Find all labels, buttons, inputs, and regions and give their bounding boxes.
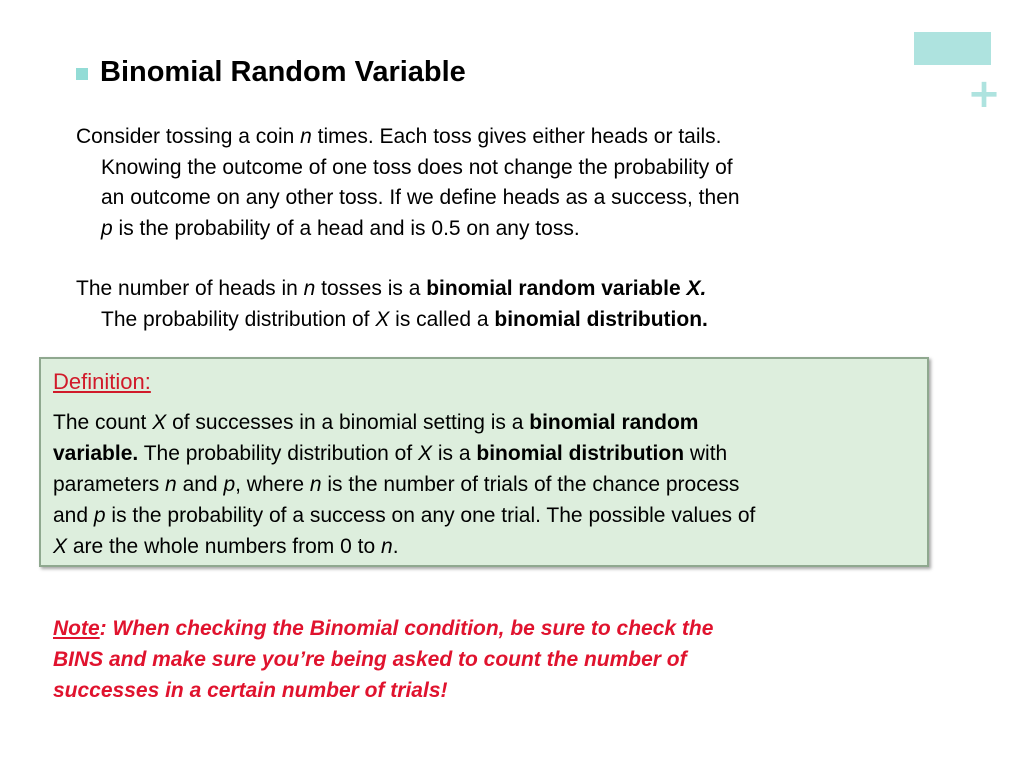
binomial-variable-paragraph <box>76 274 906 335</box>
intro-line-4: p is the probability of a head and is 0.5 on any toss. <box>101 216 580 240</box>
slide-heading <box>76 52 466 92</box>
definition-body <box>53 407 755 562</box>
intro-line-1: Consider tossing a coin n times. Each toss gives either heads or tails. <box>76 125 722 148</box>
definition-line-1: The count X of successes in a binomial setting is a binomial random <box>53 411 699 434</box>
binomial-line-1: The number of heads in n tosses is a binomial random variable X. <box>76 277 707 300</box>
binomial-line-2: The probability distribution of X is called a binomial distribution. <box>101 307 708 331</box>
note-line-2: BINS and make sure you’re being asked to count the number of <box>53 648 687 671</box>
note-line-1: Note: When checking the Binomial condition, be sure to check the <box>53 617 714 640</box>
square-bullet-icon <box>76 68 88 80</box>
intro-line-2: Knowing the outcome of one toss does not change the probability of <box>101 155 733 179</box>
note-label: Note <box>53 617 100 640</box>
definition-box <box>39 357 929 567</box>
definition-line-5: X are the whole numbers from 0 to n. <box>53 535 399 558</box>
corner-accent-rect <box>914 32 991 65</box>
slide-title: Binomial Random Variable <box>100 56 466 88</box>
intro-paragraph <box>76 122 906 244</box>
corner-plus-icon: + <box>967 71 1001 117</box>
intro-line-3: an outcome on any other toss. If we define heads as a success, then <box>101 186 740 209</box>
definition-title: Definition: <box>53 369 151 394</box>
definition-line-2: variable. The probability distribution of X is a binomial distribution with <box>53 442 728 465</box>
note-line-3: successes in a certain number of trials! <box>53 679 448 702</box>
note-block <box>53 613 713 706</box>
definition-line-4: and p is the probability of a success on any one trial. The possible values of <box>53 504 756 527</box>
definition-line-3: parameters n and p, where n is the number of trials of the chance process <box>53 473 740 496</box>
